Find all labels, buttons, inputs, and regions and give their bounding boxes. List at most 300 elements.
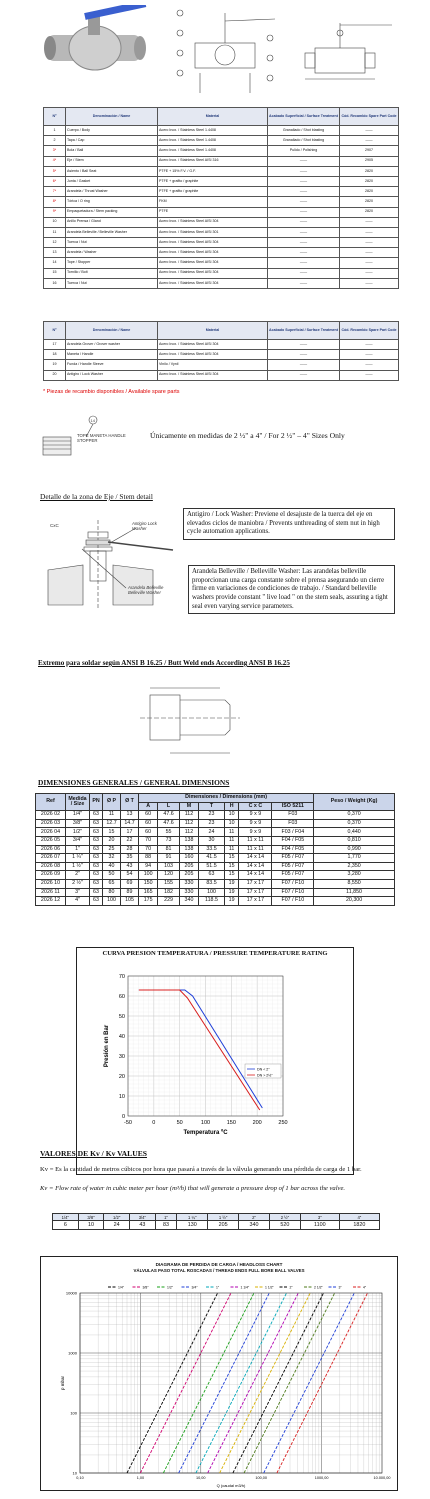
- parts-row: [44, 166, 399, 176]
- kv-size: 3/8": [78, 1214, 104, 1221]
- dimension-cell: 43: [121, 862, 139, 871]
- dimension-cell: 60: [139, 819, 158, 828]
- part-name: Arandela / Thrust Washer: [66, 187, 158, 197]
- dimension-cell: 14 x 14: [239, 871, 272, 880]
- dimension-row: [36, 811, 395, 820]
- dimension-row: [36, 828, 395, 837]
- part-surface: Pulido / Polishing: [268, 146, 340, 156]
- dimension-cell: 69: [121, 879, 139, 888]
- dim-p-header: Ø P: [103, 794, 121, 811]
- part-spare-code: ——: [340, 278, 399, 288]
- hl-legend-label: 1 1/2": [265, 1285, 274, 1290]
- pt-legend: [245, 1064, 281, 1078]
- dimension-cell: 2026 10: [36, 879, 66, 888]
- dimension-cell: 47.6: [158, 819, 180, 828]
- dimension-cell: 10: [224, 819, 238, 828]
- hl-series-line: [179, 1293, 270, 1473]
- dimensions-title: DIMENSIONES GENERALES / GENERAL DIMENSIONS: [38, 778, 230, 787]
- part-surface: ——: [268, 156, 340, 166]
- dimension-cell: 165: [139, 888, 158, 897]
- part-surface: ——: [268, 278, 340, 288]
- kv-value: 6: [53, 1221, 79, 1230]
- dimension-cell: 60: [139, 828, 158, 837]
- part-material: Acero Inox. / Stainless Steel AISI 304: [158, 217, 268, 227]
- kv-size: 1": [155, 1214, 177, 1221]
- valve-photo: [40, 5, 150, 80]
- parts-row: [44, 197, 399, 207]
- dimension-row: [36, 897, 395, 906]
- dim-ref-header: Ref: [36, 794, 66, 811]
- part-material: Acero Inox. / Stainless Steel AISI 304: [158, 258, 268, 268]
- part-material: Acero Inox. / Stainless Steel AISI 304: [158, 248, 268, 258]
- sizes-note: Únicamente en medidas de 2 ½" a 4" / For 2 ½" – 4" Sizes Only: [150, 431, 345, 440]
- kv-value: 24: [104, 1221, 130, 1230]
- kv-size: 1 ½": [208, 1214, 239, 1221]
- part-surface: ——: [268, 360, 340, 370]
- dimension-row: [36, 836, 395, 845]
- dimension-cell: F03: [272, 811, 314, 820]
- parts-row: [44, 360, 399, 370]
- hl-legend-label: 3/4": [191, 1285, 198, 1290]
- pt-legend-label: DN > 2½": [257, 1073, 273, 1078]
- part-name: Junta / Gasket: [66, 176, 158, 186]
- part-name: Anillo Prensa / Gland: [66, 217, 158, 227]
- dimension-cell: 2": [66, 871, 90, 880]
- part-surface: Granallado / Shot blasting: [268, 136, 340, 146]
- dimension-cell: 112: [179, 819, 198, 828]
- hl-legend-label: 2 1/2": [314, 1285, 323, 1290]
- headloss-chart-subtitle: VÁLVULAS PASO TOTAL ROSCADAS / THREAD ENDS FULL BORE BALL VALVES: [133, 1268, 305, 1273]
- dimension-cell: 11: [224, 845, 238, 854]
- belleville-description: Arandela Belleville / Belleville Washer: Las arandelas belleville proporcionan una carga constante sobre el prensa asegurando un cierre firme en variaciones de condiciones de trabajo. / Standard belleville washers provide constant " live load " on the stem seals, assuring a tight seal even varying service parameters.: [188, 565, 395, 614]
- pt-y-tick: 0: [121, 1114, 125, 1120]
- dimension-cell: 19: [224, 879, 238, 888]
- part-number: 9*: [44, 207, 66, 217]
- pt-y-tick: 50: [118, 1014, 125, 1020]
- dimension-cell: F05 / F07: [272, 854, 314, 863]
- dimension-cell: 63: [90, 811, 103, 820]
- part-number: 20: [44, 370, 66, 380]
- part-number: 4*: [44, 156, 66, 166]
- hl-legend-label: 1 1/4": [240, 1285, 250, 1290]
- kv-value: 43: [130, 1221, 156, 1230]
- parts-table-2: [43, 321, 399, 381]
- dimension-cell: 91: [158, 854, 180, 863]
- kv-text-es: Kv = Es la cantidad de metros cúbicos por hora que pasará a través de la válvula generando una pérdida de carga de 1 bar.: [40, 1166, 362, 1173]
- dimension-cell: 47.6: [158, 811, 180, 820]
- dimension-row: [36, 862, 395, 871]
- pt-x-tick: 250: [278, 1120, 288, 1126]
- dimension-cell: 28: [121, 845, 139, 854]
- hl-legend-label: 1": [216, 1285, 220, 1290]
- pt-series-line: [139, 990, 262, 1108]
- parts-row: [44, 268, 399, 278]
- part-surface: ——: [268, 217, 340, 227]
- hl-legend-label: 1/2": [167, 1285, 173, 1290]
- dimension-cell: 50: [103, 871, 121, 880]
- dimension-cell: 11: [224, 836, 238, 845]
- dimension-cell: 2026 06: [36, 845, 66, 854]
- part-surface: ——: [268, 238, 340, 248]
- parts-row: [44, 258, 399, 268]
- part-material: FKM: [158, 197, 268, 207]
- dimension-cell: 63: [90, 836, 103, 845]
- dimension-cell: 17 x 17: [239, 879, 272, 888]
- hl-legend-label: 3": [338, 1285, 342, 1290]
- dimension-cell: 3/8": [66, 819, 90, 828]
- dimension-cell: 63: [90, 854, 103, 863]
- dimension-cell: 15: [103, 828, 121, 837]
- part-number: 6*: [44, 176, 66, 186]
- dimension-cell: 2,350: [314, 862, 395, 871]
- part-spare-code: 2907: [340, 146, 399, 156]
- dimension-cell: 100: [199, 888, 225, 897]
- part-number: 2: [44, 136, 66, 146]
- dim-col-header: ISO 5211: [272, 802, 314, 811]
- belleville-label: Arandela Belleville Belleville Washer: [128, 585, 164, 596]
- part-spare-code: ——: [340, 268, 399, 278]
- dimension-cell: 23: [199, 819, 225, 828]
- pt-y-tick: 60: [118, 994, 125, 1000]
- kv-value: 520: [269, 1221, 300, 1230]
- dimension-cell: 11 x 11: [239, 845, 272, 854]
- dimension-cell: 63: [90, 819, 103, 828]
- part-material: Acero Inox. / Stainless Steel 1.4408: [158, 146, 268, 156]
- parts-row: [44, 248, 399, 258]
- dimension-cell: 120: [158, 871, 180, 880]
- pressure-temperature-chart: [76, 960, 354, 1175]
- dimension-cell: 40: [103, 862, 121, 871]
- dim-col-header: T: [199, 802, 225, 811]
- side-drawing: [300, 3, 395, 83]
- dim-col-header: M: [179, 802, 198, 811]
- dimension-cell: 19: [224, 897, 238, 906]
- part-surface: ——: [268, 187, 340, 197]
- svg-text:14: 14: [90, 418, 95, 423]
- dimension-cell: 65: [103, 879, 121, 888]
- dimension-cell: 2026 09: [36, 871, 66, 880]
- part-material: PTFE + 15% F.V. / G.F.: [158, 166, 268, 176]
- part-spare-code: 2820: [340, 197, 399, 207]
- kv-size: 1/2": [104, 1214, 130, 1221]
- dimension-row: [36, 845, 395, 854]
- hl-series-line: [163, 1293, 254, 1473]
- hl-y-label: p mbar: [60, 1375, 65, 1391]
- dimension-cell: 51.5: [199, 862, 225, 871]
- kv-size: 3/4": [130, 1214, 156, 1221]
- dimension-cell: 3,280: [314, 871, 395, 880]
- kv-size: 3": [300, 1214, 339, 1221]
- hl-x-tick: 0,10: [76, 1476, 84, 1480]
- dimension-cell: 63: [90, 828, 103, 837]
- pt-x-tick: 200: [252, 1120, 262, 1126]
- pt-legend-label: DN < 2": [257, 1067, 270, 1072]
- dimension-cell: 63: [90, 897, 103, 906]
- dimension-cell: 63: [90, 862, 103, 871]
- parts-row: [44, 350, 399, 360]
- parts-row: [44, 146, 399, 156]
- dimension-cell: 205: [179, 862, 198, 871]
- part-surface: ——: [268, 258, 340, 268]
- parts-row: [44, 340, 399, 350]
- kv-value: 1820: [339, 1221, 379, 1230]
- dimension-cell: 11: [224, 828, 238, 837]
- dimension-cell: 11,850: [314, 888, 395, 897]
- col-surface: Acabado Superficial / Surface Treatment: [268, 322, 340, 340]
- dimension-cell: 33.5: [199, 845, 225, 854]
- part-name: Empaquetadura / Stem packing: [66, 207, 158, 217]
- dimension-cell: 63: [90, 871, 103, 880]
- part-surface: ——: [268, 248, 340, 258]
- part-spare-code: ——: [340, 136, 399, 146]
- part-material: PTFE: [158, 207, 268, 217]
- dimension-cell: 11: [103, 811, 121, 820]
- part-material: Acero Inox. / Stainless Steel AISI 304: [158, 370, 268, 380]
- dimension-cell: 17: [121, 828, 139, 837]
- dimension-cell: 54: [121, 871, 139, 880]
- dimension-cell: 14 x 14: [239, 862, 272, 871]
- part-spare-code: ——: [340, 360, 399, 370]
- hl-y-tick: 100: [70, 1410, 77, 1416]
- pt-x-label: Temperatura ºC: [183, 1130, 228, 1136]
- dim-col-header: L: [158, 802, 180, 811]
- part-spare-code: ——: [340, 248, 399, 258]
- part-number: 7*: [44, 187, 66, 197]
- dimension-cell: 41.5: [199, 854, 225, 863]
- col-no: Nº: [44, 108, 66, 126]
- parts-table: [43, 107, 399, 289]
- col-no: Nº: [44, 322, 66, 340]
- part-material: Acero Inox. / Stainless Steel AISI 304: [158, 278, 268, 288]
- parts-row: [44, 217, 399, 227]
- dimension-cell: 15: [224, 854, 238, 863]
- part-number: 3*: [44, 146, 66, 156]
- butt-weld-drawing: [130, 680, 250, 760]
- dimension-row: [36, 854, 395, 863]
- part-surface: ——: [268, 207, 340, 217]
- hl-legend-label: 4": [363, 1285, 367, 1290]
- part-material: Acero Inox. / Stainless Steel AISI 301: [158, 227, 268, 237]
- dimension-row: [36, 819, 395, 828]
- parts-row: [44, 207, 399, 217]
- dimension-cell: 60: [139, 811, 158, 820]
- pt-x-tick: 0: [152, 1120, 156, 1126]
- part-surface: ——: [268, 350, 340, 360]
- hl-series-line: [244, 1293, 335, 1473]
- part-surface: ——: [268, 268, 340, 278]
- kv-value: 340: [239, 1221, 270, 1230]
- part-spare-code: ——: [340, 258, 399, 268]
- exploded-drawing: [170, 3, 280, 98]
- dimension-cell: 160: [179, 854, 198, 863]
- part-spare-code: 2905: [340, 156, 399, 166]
- dimension-cell: 4": [66, 897, 90, 906]
- col-spare: Cód. Recambio Spare Part Code: [340, 322, 399, 340]
- spare-parts-note: * Piezas de recambio disponibles / Available spare parts: [43, 389, 180, 395]
- dim-col-header: H: [224, 802, 238, 811]
- dimension-cell: 12.7: [103, 819, 121, 828]
- part-name: Arandela Belleville / Belleville Washer: [66, 227, 158, 237]
- dimension-cell: 3/4": [66, 836, 90, 845]
- headloss-chart: [40, 1273, 398, 1491]
- part-number: 5*: [44, 166, 66, 176]
- hl-y-tick: 10: [72, 1470, 77, 1476]
- dimension-cell: 70: [139, 836, 158, 845]
- kv-size: 1/4": [53, 1214, 79, 1221]
- dimension-cell: 0,370: [314, 811, 395, 820]
- dimension-cell: 0,440: [314, 828, 395, 837]
- dimension-cell: 17 x 17: [239, 897, 272, 906]
- dimension-cell: 2026 08: [36, 862, 66, 871]
- hl-series-line: [140, 1293, 231, 1473]
- dimension-cell: 23: [199, 811, 225, 820]
- dimension-cell: F03: [272, 819, 314, 828]
- dimension-cell: 138: [179, 836, 198, 845]
- dimension-cell: F05 / F07: [272, 871, 314, 880]
- part-material: Acero Inox. / Stainless Steel AISI 304: [158, 350, 268, 360]
- hl-x-tick: 10.000,00: [373, 1476, 391, 1480]
- part-material: Acero Inox. / Stainless Steel AISI 316: [158, 156, 268, 166]
- parts-row: [44, 278, 399, 288]
- kv-value: 1100: [300, 1221, 339, 1230]
- dimension-cell: F04 / F05: [272, 836, 314, 845]
- pt-chart-title: CURVA PRESION TEMPERATURA / PRESSURE TEMPERATURE RATING: [102, 950, 328, 957]
- hl-legend: [108, 1285, 367, 1289]
- dim-t-header: Ø T: [121, 794, 139, 811]
- dimension-cell: 150: [139, 879, 158, 888]
- col-material: Material: [158, 322, 268, 340]
- dimension-cell: 89: [121, 888, 139, 897]
- kv-value: 130: [177, 1221, 208, 1230]
- pt-y-tick: 70: [118, 974, 125, 980]
- part-name: Tope / Stopper: [66, 258, 158, 268]
- dimension-cell: 70: [139, 845, 158, 854]
- lock-washer-label: Antigiro Lock Washer: [132, 521, 157, 532]
- part-name: Funda / Handle Sleeve: [66, 360, 158, 370]
- kv-size: 4": [339, 1214, 379, 1221]
- parts-row: [44, 136, 399, 146]
- dimension-cell: 19: [224, 888, 238, 897]
- dimension-cell: 2 ½": [66, 879, 90, 888]
- stem-detail-title: Detalle de la zona de Eje / Stem detail: [40, 492, 153, 501]
- dimension-cell: 8,550: [314, 879, 395, 888]
- part-spare-code: ——: [340, 370, 399, 380]
- part-spare-code: ——: [340, 126, 399, 136]
- dim-pn-header: PN: [90, 794, 103, 811]
- part-name: Bola / Ball: [66, 146, 158, 156]
- part-name: Tornillo / Bolt: [66, 268, 158, 278]
- part-spare-code: ——: [340, 238, 399, 248]
- dimension-cell: 330: [179, 879, 198, 888]
- dimension-cell: F03 / F04: [272, 828, 314, 837]
- dimension-cell: 205: [179, 871, 198, 880]
- dimension-cell: 0,990: [314, 845, 395, 854]
- hl-series-line: [196, 1293, 287, 1473]
- part-name: Arandela / Washer: [66, 248, 158, 258]
- col-surface: Acabado Superficial / Surface Treatment: [268, 108, 340, 126]
- hl-legend-label: 1/4": [118, 1285, 124, 1290]
- dimension-cell: 2026 05: [36, 836, 66, 845]
- part-number: 13: [44, 248, 66, 258]
- dim-col-header: A: [139, 802, 158, 811]
- part-material: Acero Inox. / Stainless Steel 1.4408: [158, 126, 268, 136]
- part-surface: ——: [268, 176, 340, 186]
- kv-table: [52, 1213, 380, 1230]
- dimension-row: [36, 888, 395, 897]
- dimension-cell: 138: [179, 845, 198, 854]
- hl-y-tick: 1000: [68, 1350, 77, 1356]
- parts-row: [44, 176, 399, 186]
- pt-x-tick: 100: [200, 1120, 211, 1126]
- dimension-cell: 15: [224, 871, 238, 880]
- dimension-cell: 1 ½": [66, 862, 90, 871]
- dimension-cell: F07 / F10: [272, 897, 314, 906]
- dimension-cell: 2026 12: [36, 897, 66, 906]
- dimension-cell: 32: [103, 854, 121, 863]
- part-spare-code: 2820: [340, 207, 399, 217]
- dimension-cell: 112: [179, 828, 198, 837]
- dimension-cell: 155: [158, 879, 180, 888]
- part-name: Asiento / Ball Seat: [66, 166, 158, 176]
- part-spare-code: 2820: [340, 166, 399, 176]
- dim-size-header: Medida / Size: [66, 794, 90, 811]
- dimension-cell: 2026 11: [36, 888, 66, 897]
- dimension-cell: 1/4": [66, 811, 90, 820]
- part-name: Tórica / O ring: [66, 197, 158, 207]
- hl-x-tick: 1000,00: [314, 1476, 329, 1480]
- pt-y-label: Presión en Bar: [104, 1024, 110, 1068]
- part-name: Tapa / Cap: [66, 136, 158, 146]
- dimension-cell: 2026 07: [36, 854, 66, 863]
- dimension-cell: 2026 04: [36, 828, 66, 837]
- part-name: Arandela Grover / Grover washer: [66, 340, 158, 350]
- col-name: Denominación / Name: [66, 108, 158, 126]
- dimension-cell: 103: [158, 862, 180, 871]
- dimension-cell: 0,810: [314, 836, 395, 845]
- kv-value: 10: [78, 1221, 104, 1230]
- part-material: PTFE + grafito / graphite: [158, 176, 268, 186]
- headloss-chart-title: DIAGRAMA DE PERDIDA DE CARGA / HEADLOSS CHART: [155, 1262, 283, 1267]
- col-spare: Cód. Recambio Spare Part Code: [340, 108, 399, 126]
- part-number: 16: [44, 278, 66, 288]
- hl-x-tick: 10,00: [196, 1476, 206, 1480]
- part-surface: ——: [268, 166, 340, 176]
- part-surface: Granallado / Shot blasting: [268, 126, 340, 136]
- part-material: Acero Inox. / Stainless Steel 1.4408: [158, 136, 268, 146]
- kv-size: 2 ½": [269, 1214, 300, 1221]
- pt-x-tick: -50: [124, 1120, 132, 1126]
- dimension-cell: 1 ¼": [66, 854, 90, 863]
- dimension-cell: 88: [139, 854, 158, 863]
- dimension-cell: 63: [90, 879, 103, 888]
- part-spare-code: ——: [340, 217, 399, 227]
- dimension-cell: 0,370: [314, 819, 395, 828]
- dimension-cell: 100: [103, 897, 121, 906]
- parts-row: [44, 370, 399, 380]
- part-name: Eje / Stem: [66, 156, 158, 166]
- part-number: 8*: [44, 197, 66, 207]
- part-number: 19: [44, 360, 66, 370]
- part-number: 15: [44, 268, 66, 278]
- hl-series-line: [208, 1293, 299, 1473]
- dimension-cell: 63: [90, 888, 103, 897]
- part-surface: ——: [268, 340, 340, 350]
- parts-row: [44, 156, 399, 166]
- part-material: Vinilo / Vynil: [158, 360, 268, 370]
- pt-y-tick: 30: [118, 1054, 125, 1060]
- dimension-cell: 35: [121, 854, 139, 863]
- dimension-cell: 229: [158, 897, 180, 906]
